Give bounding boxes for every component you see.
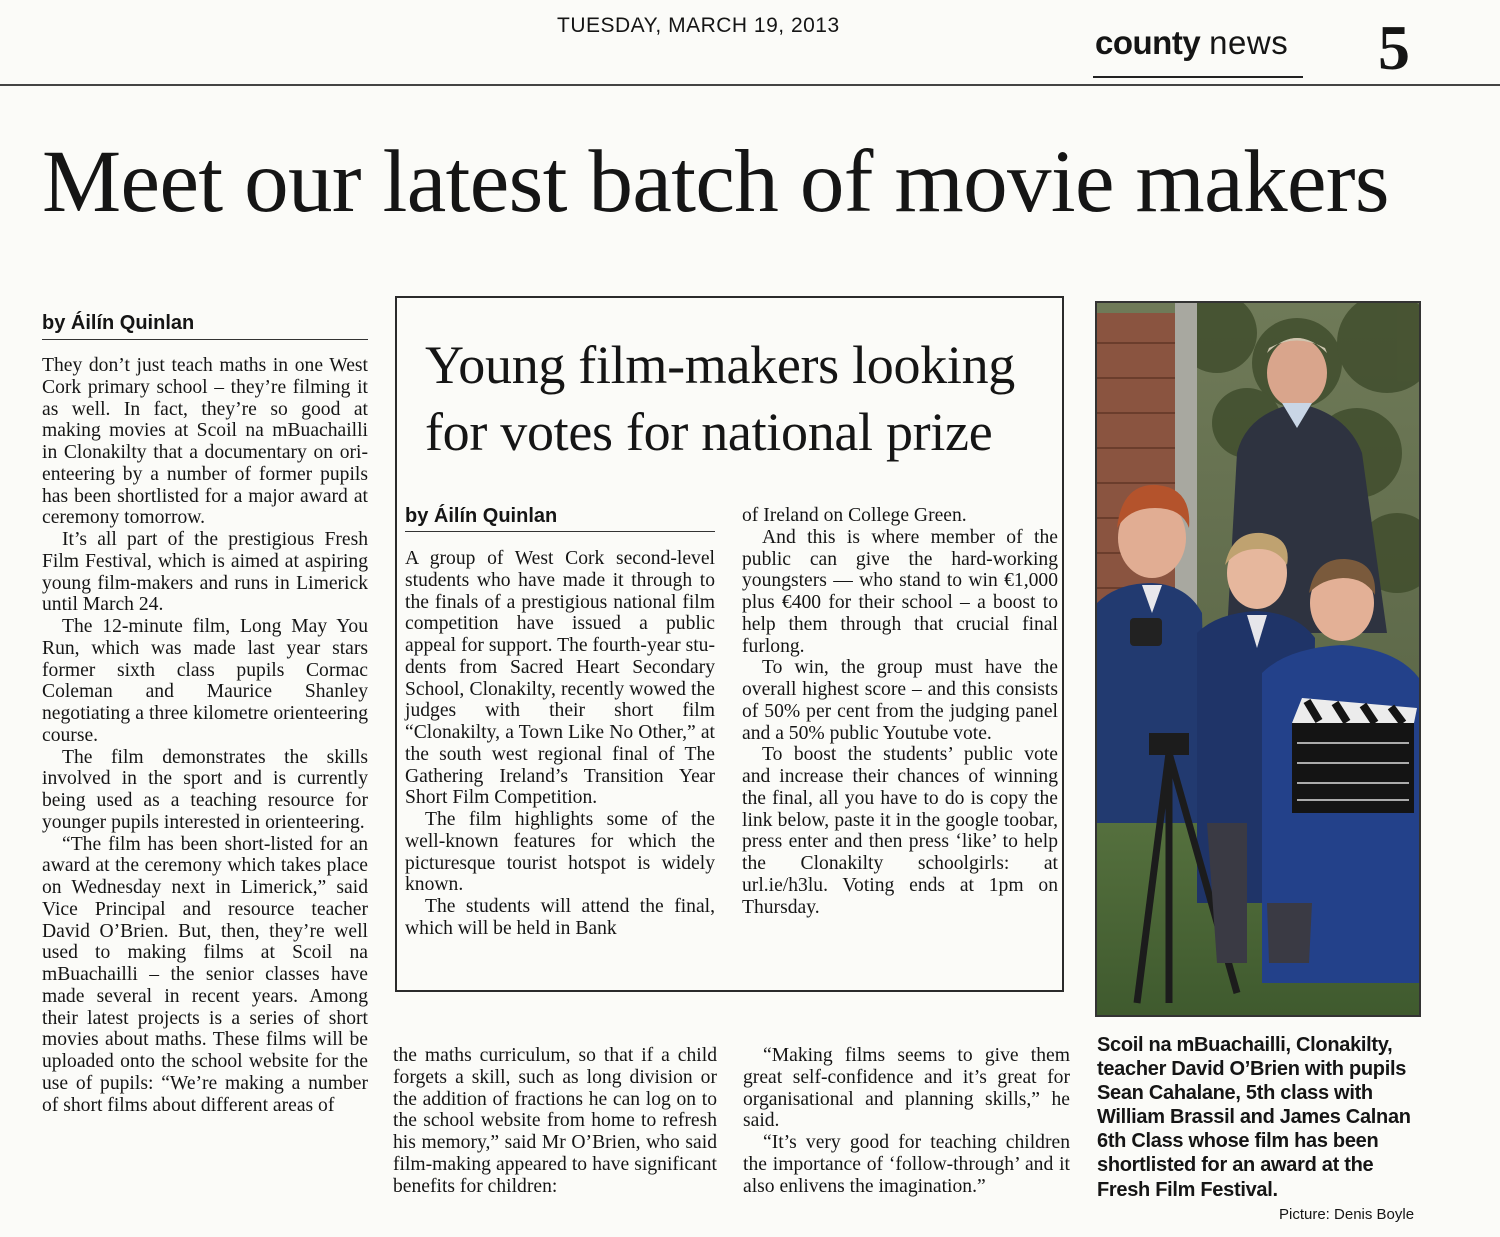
main-byline: by Áilín Quinlan [42, 312, 195, 334]
boxed-headline-line: for votes for national prize [425, 402, 993, 462]
main-story-column-2 [393, 1045, 717, 1197]
paragraph: “Making films seems to give them great self-confidence and it’s great for organisational and planning skills,” he said. [743, 1045, 1070, 1132]
section-title-light: news [1209, 24, 1289, 61]
paragraph: To boost the students’ public vote and increase their chances of winning the final, all you have to do is copy the link below, paste it in the google toobar, press enter and then press ‘like’ to help the Clonakilty schoolgirls: at url.ie/h3lu. Voting ends at 1pm on Thursday. [742, 744, 1058, 918]
section-rule [1093, 76, 1303, 78]
byline-rule [42, 339, 368, 340]
news-photo [1095, 301, 1421, 1017]
paragraph: The 12-minute film, Long May You Run, which was made last year stars former sixth class pupils Cormac Coleman and Maurice Shanley negotiating a three kilometre orienteering course. [42, 616, 368, 746]
page-number: 5 [1378, 12, 1410, 83]
boxed-story-column-2 [742, 505, 1058, 918]
byline-rule [405, 531, 715, 532]
paragraph: A group of West Cork second-level students who have made it through to the finals of a prestigious national film competition have issued a public appeal for support. The fourth-year students from Sacred Heart Secondary School, Clonakilty, recently wowed the judges with their short film “Clonakilty, a Town Like No Other,” at the south west regional final of The Gathering Ireland’s Transition Year Short Film Competition. [405, 548, 715, 809]
main-story-column-3 [743, 1045, 1070, 1197]
main-headline: Meet our latest batch of movie makers [42, 133, 1389, 231]
boxed-story-headline [425, 332, 1065, 466]
boxed-story-column-1 [405, 548, 715, 940]
main-story-column-1 [42, 355, 368, 1116]
paragraph: “It’s very good for teaching children the importance of ‘follow-through’ and it also enlivens the imagination.” [743, 1132, 1070, 1197]
masthead-rule [0, 84, 1500, 86]
paragraph: To win, the group must have the overall highest score – and this consists of 50% per cent from the judging panel and a 50% public Youtube vote. [742, 657, 1058, 744]
paragraph: “The film has been short-listed for an award at the ceremony which takes place on Wednesday next in Limerick,” said Vice Principal and resource teacher David O’Brien. But, then, they’re well used to making films at Scoil na mBuachailli – the senior classes have made several in recent years. Among their latest projects is a series of short movies about maths. These films will be uploaded onto the school website for the use of pupils: “We’re making a number of short films about different areas of [42, 833, 368, 1116]
paragraph: the maths curriculum, so that if a child forgets a skill, such as long division or the addition of fractions he can log on to the school website from home to refresh his memory,” said Mr O’Brien, who said film-making appeared to have significant benefits for children: [393, 1045, 717, 1197]
boxed-byline: by Áilín Quinlan [405, 505, 558, 527]
boxed-headline-line: Young film-makers looking [425, 335, 1016, 395]
photo-credit: Picture: Denis Boyle [1279, 1206, 1415, 1223]
issue-date: TUESDAY, MARCH 19, 2013 [557, 14, 840, 37]
paragraph: The film highlights some of the well-known features for which the picturesque tourist hotspot is widely known. [405, 809, 715, 896]
section-title-bold: county [1095, 24, 1201, 61]
paragraph: And this is where member of the public can give the hard-working youngsters — who stand to win €1,000 plus €400 for their school – a boost to help them through that crucial final furlong. [742, 526, 1058, 657]
paragraph: It’s all part of the prestigious Fresh Film Festival, which is aimed at aspiring young film-makers and runs in Limerick until March 24. [42, 529, 368, 616]
photo-illustration [1097, 303, 1419, 1015]
photo-caption: Scoil na mBuachailli, Clonakilty, teacher David O’Brien with pupils Sean Cahalane, 5th class with William Brassil and James Calnan 6th Class whose film has been shortlisted for an award at the Fresh Film Festival. [1097, 1034, 1411, 1201]
paragraph: The students will attend the final, which will be held in Bank [405, 896, 715, 939]
section-title [1095, 24, 1288, 62]
paragraph: The film demonstrates the skills involved in the sport and is currently being used as a teaching resource for younger pupils interested in orienteering. [42, 746, 368, 833]
paragraph: They don’t just teach maths in one West Cork primary school – they’re filming it as well. In fact, they’re so good at making movies at Scoil na mBuachailli in Clonakilty that a documentary on orienteering by a number of former pupils has been shortlisted for a major award at ceremony tomorrow. [42, 355, 368, 529]
paragraph: of Ireland on College Green. [742, 505, 967, 526]
